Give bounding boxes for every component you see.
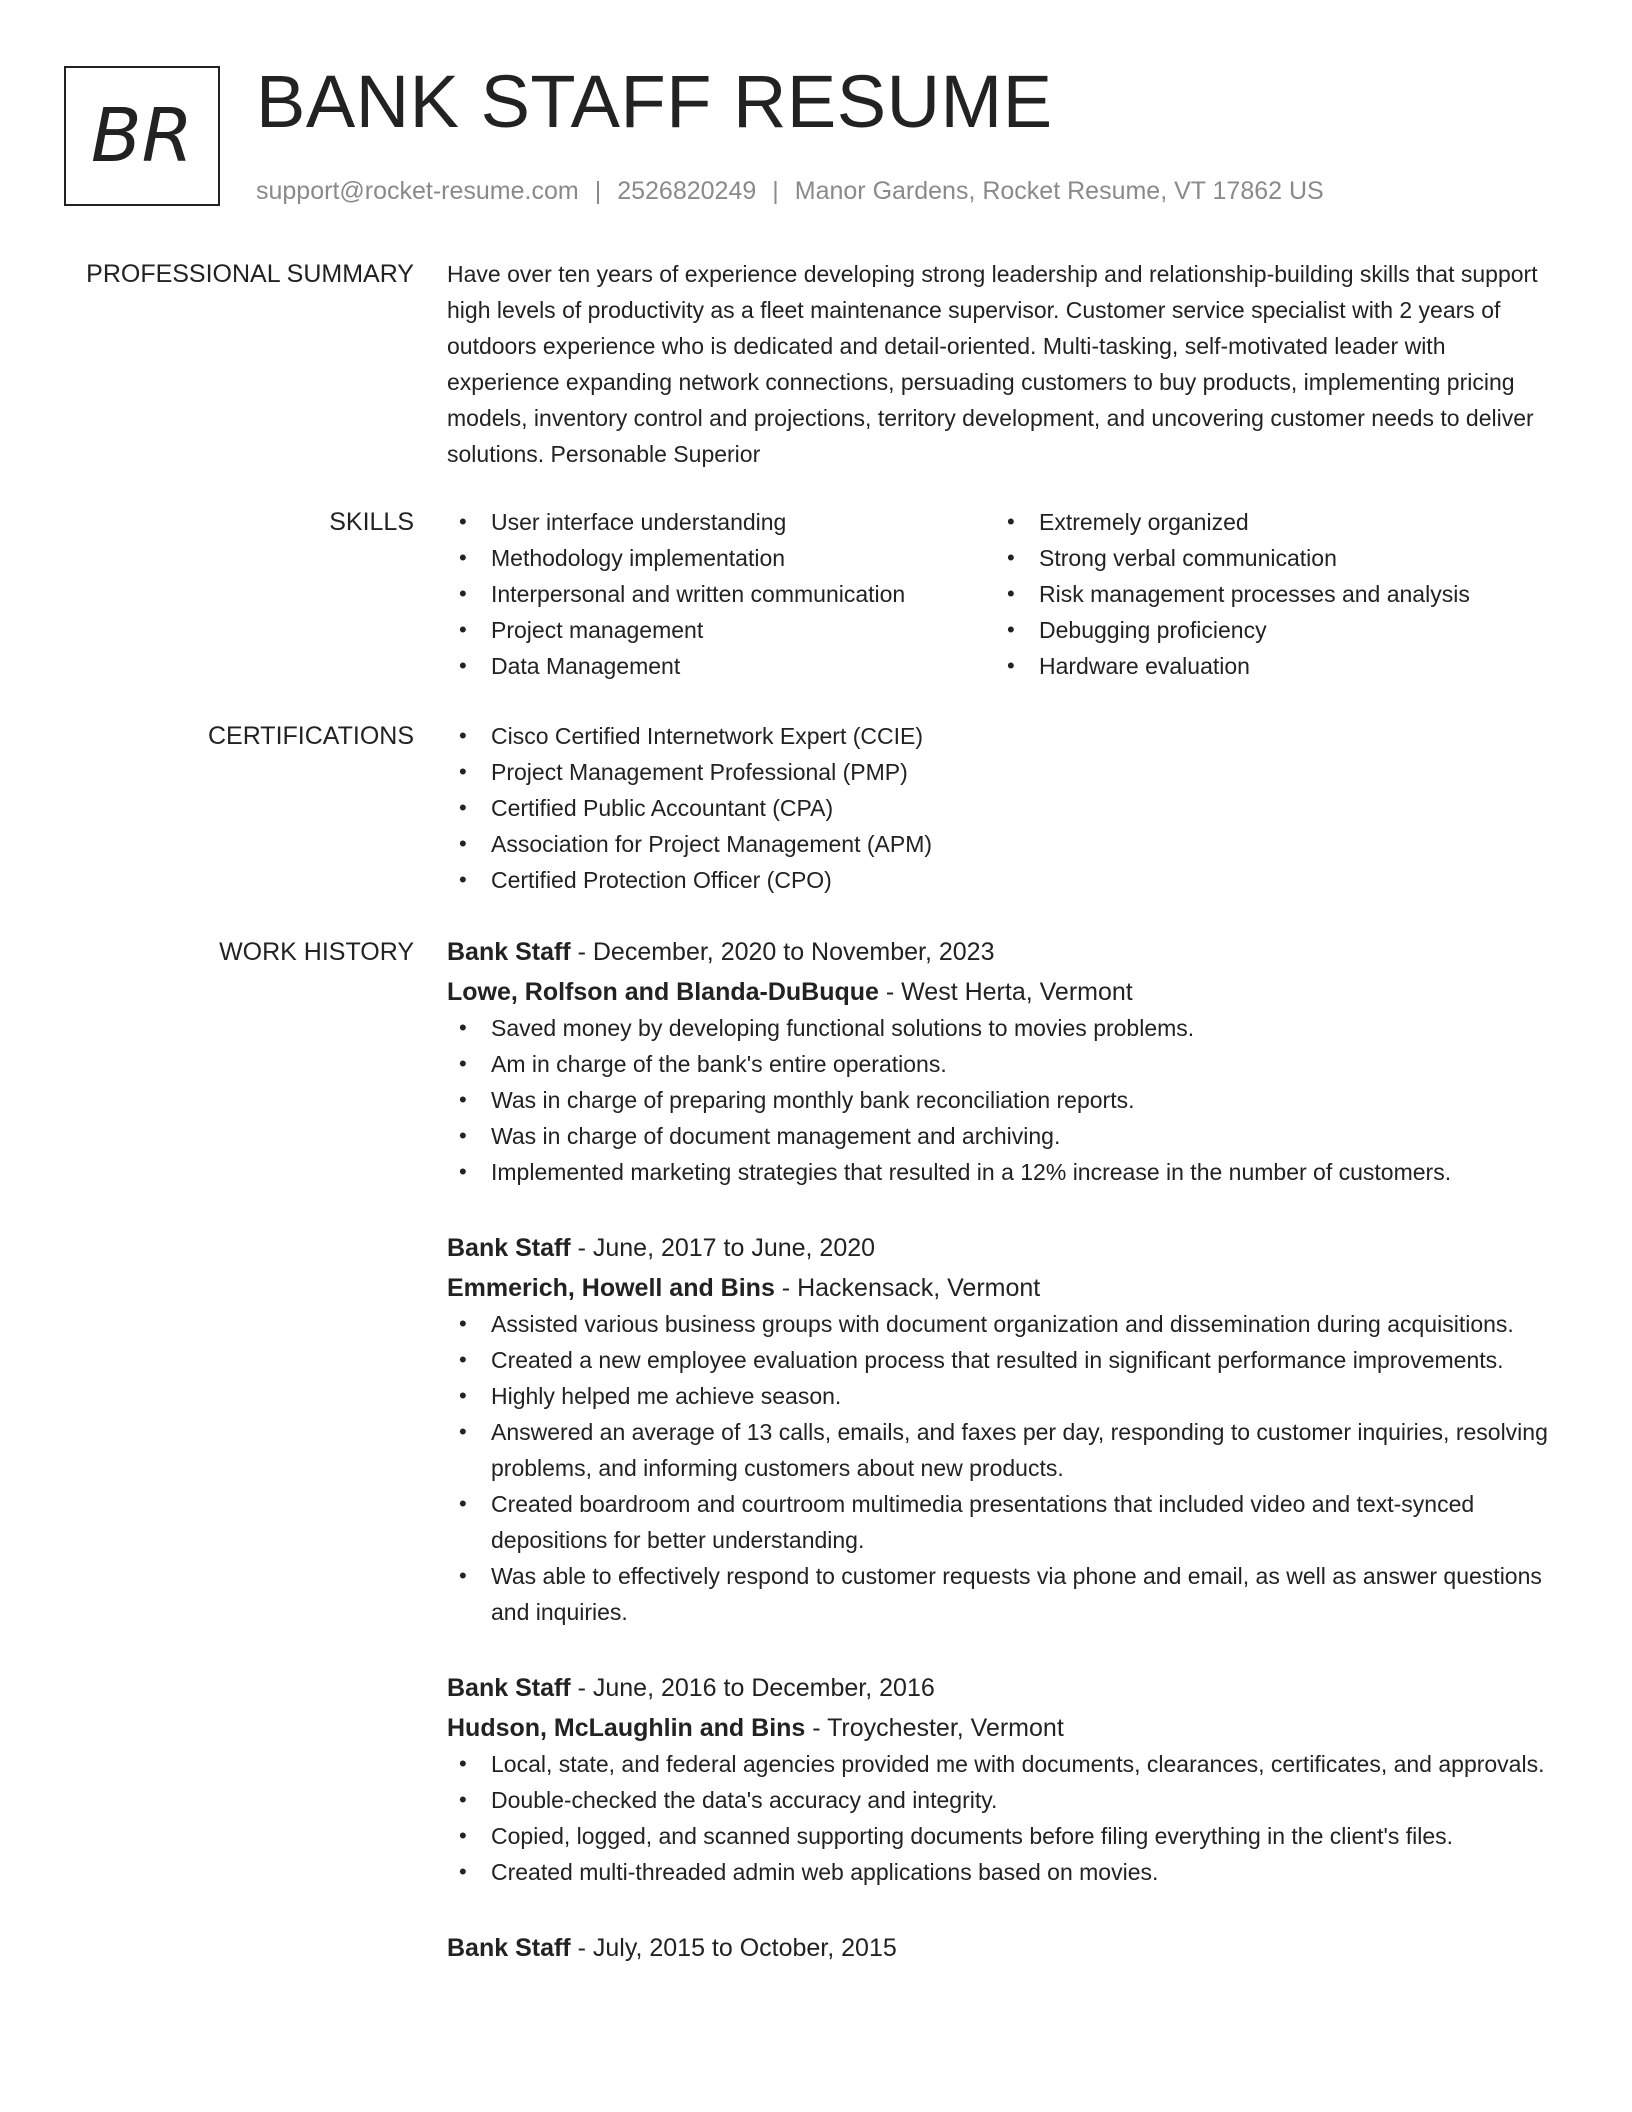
job-bullets [447,1306,1562,1630]
job-entry [447,934,1562,1190]
list-item: • Local, state, and federal agencies provided me with documents, clearances, certificates, and approvals. [447,1746,1562,1782]
list-item: • Created boardroom and courtroom multimedia presentations that included video and text-synced depositions for better understanding. [447,1486,1562,1558]
list-item: • Implemented marketing strategies that resulted in a 12% increase in the number of customers. [447,1154,1562,1190]
job-location: - Troychester, Vermont [805,1714,1064,1742]
contact-address: Manor Gardens, Rocket Resume, VT 17862 US [794,177,1324,205]
job-title: Bank Staff [447,1674,571,1702]
section-label: WORK HISTORY [219,938,414,966]
job-company-line [447,1270,1562,1306]
list-item: • Highly helped me achieve season. [447,1378,1562,1414]
contact-line [256,174,1324,208]
list-item: • Saved money by developing functional solutions to movies problems. [447,1010,1562,1046]
list-item: • Cisco Certified Internetwork Expert (CCIE) [447,718,1562,754]
job-entry [447,1930,1562,1966]
section-label: CERTIFICATIONS [207,722,414,750]
list-item: • Assisted various business groups with document organization and dissemination during acquisitions. [447,1306,1562,1342]
job-location: - West Herta, Vermont [878,978,1133,1006]
job-dates: - December, 2020 to November, 2023 [570,938,995,966]
job-company-line [447,1710,1562,1746]
list-item: • Data Management [447,648,995,684]
list-item: • Methodology implementation [447,540,995,576]
job-dates: - June, 2016 to December, 2016 [570,1674,935,1702]
job-title-line [447,1930,1562,1966]
skills-list-left [447,504,995,684]
contact-separator: | [594,177,602,205]
section-label: PROFESSIONAL SUMMARY [86,260,414,288]
job-dates: - June, 2017 to June, 2020 [570,1234,876,1262]
list-item: • Debugging proficiency [995,612,1543,648]
list-item: • Double-checked the data's accuracy and integrity. [447,1782,1562,1818]
monogram-badge: BR [64,66,220,206]
list-item: • Interpersonal and written communication [447,576,995,612]
list-item: • Risk management processes and analysis [995,576,1543,612]
job-company: Hudson, McLaughlin and Bins [447,1714,806,1742]
list-item: • Project management [447,612,995,648]
list-item: • Created multi-threaded admin web applications based on movies. [447,1854,1562,1890]
section-label: SKILLS [329,508,414,536]
list-item: • Extremely organized [995,504,1543,540]
list-item: • Am in charge of the bank's entire operations. [447,1046,1562,1082]
job-company: Emmerich, Howell and Bins [447,1274,775,1302]
job-title: Bank Staff [447,938,571,966]
contact-separator: | [772,177,779,205]
job-title-line [447,1670,1562,1706]
resume-title: BANK STAFF RESUME [256,60,1053,143]
list-item: • Strong verbal communication [995,540,1543,576]
list-item: • Project Management Professional (PMP) [447,754,1562,790]
job-title: Bank Staff [447,1234,571,1262]
list-item: • Association for Project Management (APM) [447,826,1562,862]
contact-email[interactable]: support@rocket-resume.com [256,177,579,205]
list-item: • Was in charge of document management and archiving. [447,1118,1562,1154]
list-item: • Hardware evaluation [995,648,1543,684]
list-item: • Created a new employee evaluation process that resulted in significant performance improvements. [447,1342,1562,1378]
list-item: • Was in charge of preparing monthly bank reconciliation reports. [447,1082,1562,1118]
contact-phone[interactable]: 2526820249 [617,177,757,205]
summary-text: Have over ten years of experience developing strong leadership and relationship-building skills that support high levels of productivity as a fleet maintenance supervisor. Customer service specialist with 2 years of outdoors experience who is dedicated and detail-oriented. Multi-tasking, self-motivated leader with experience expanding network connections, persuading customers to buy products, implementing pricing models, inventory control and projections, territory development, and uncovering customer needs to deliver solutions. Personable Superior [447,261,1538,467]
job-company-line [447,974,1562,1010]
job-bullets [447,1746,1562,1890]
job-dates: - July, 2015 to October, 2015 [570,1934,897,1962]
job-entry [447,1230,1562,1630]
job-title-line [447,934,1562,970]
job-bullets [447,1010,1562,1190]
job-company: Lowe, Rolfson and Blanda-DuBuque [447,978,879,1006]
skills-list-right [995,504,1543,684]
list-item: • Certified Public Accountant (CPA) [447,790,1562,826]
job-title: Bank Staff [447,1934,571,1962]
job-location: - Hackensack, Vermont [774,1274,1041,1302]
list-item: • Was able to effectively respond to customer requests via phone and email, as well as answer questions and inquiries. [447,1558,1562,1630]
job-entry [447,1670,1562,1890]
certifications-list [447,718,1562,898]
list-item: • User interface understanding [447,504,995,540]
list-item: • Answered an average of 13 calls, emails, and faxes per day, responding to customer inquiries, resolving problems, and informing customers about new products. [447,1414,1562,1486]
job-title-line [447,1230,1562,1266]
list-item: • Copied, logged, and scanned supporting documents before filing everything in the client's files. [447,1818,1562,1854]
list-item: • Certified Protection Officer (CPO) [447,862,1562,898]
